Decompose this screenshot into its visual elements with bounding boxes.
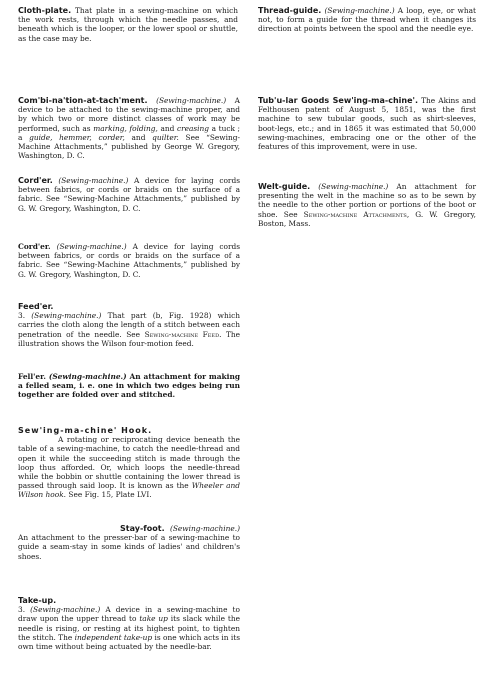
definition: The Akins and Felthousen patent of August 5, 1851, was the first machine to sew tubular goods, such as shirt-sleeves, boot-legs, etc.; and in 1865 it was estimated that 50,000 sewing-machines, embracing one or the other of the features of this improvement, were in use. [258,96,476,152]
headword: Com'bi-na'tion-at-tach'ment. [18,96,148,105]
definition: A loop, eye, or what not, to form a guide for the thread when it changes its direction at points between the spool and the needle eye. [258,6,476,34]
definition: An attachment for presenting the welt in the machine so as to be sewn by the needle to the other portion or portions of the boot or shoe. See [258,182,477,219]
headword: Tub'u-lar Goods Sew'ing-ma-chine'. [258,96,419,105]
cross-reference: Sewing-machine Attachments [303,209,407,219]
headword: Take-up. [18,596,57,605]
entry-cloth-plate [18,6,238,43]
definition-italic: Wheeler and Wilson hook. [18,481,240,500]
definition: is one which acts in its own time without being actuated by the needle-bar. [18,632,240,652]
entry-corder-1 [18,176,240,213]
definition: A rotating or reciprocating device beneath the table of a sewing-machine, to catch the needle-thread and open it while the succeeding stitch is made through the loop thus afforded. Or, which loops the needle-thread while the bobbin or shuttle containing the lower thread is passed through said loop. It is known as the [18,435,240,491]
definition: a tuck ; a [18,123,241,142]
definition-italic: creasing [176,123,210,133]
definition-italic: marking, folding, [93,123,158,133]
definition: An attachment for making a felled seam, i. e. one in which two edges being run together are folded over and stitched. [18,372,241,400]
entry-sewing-machine-hook [18,426,240,500]
entry-stay-foot [18,524,240,561]
usage-label: (Sewing-machine.) [48,372,127,381]
cross-reference: Sewing-machine Feed [144,329,220,339]
usage-label: (Sewing-machine.) [31,311,102,321]
entry-tubular-goods-sewing-machine [258,96,476,151]
headword: Stay-foot. [120,524,165,533]
usage-label: (Sewing-machine.) [30,605,101,615]
definition: and [131,132,146,142]
definition: That plate in a sewing-machine on which the work rests, through which the needle passes, and beneath which is the looper, or the lower spool or shuttle, as the case may be. [18,6,238,43]
headword: Welt-guide. [258,182,311,191]
definition: An attachment to the presser-bar of a sewing-machine to guide a seam-stay in some kinds of ladies' and children's shoes. [18,533,240,561]
definition-italic: take up [139,614,168,624]
definition: and [160,123,175,133]
definition: its slack while the needle is rising, or resting at its highest point, to tighten the stitch. The [18,614,240,642]
definition-italic: quilter. [152,132,179,142]
headword: Feed'er. [18,302,54,311]
definition: . The illustration shows the Wilson four-motion feed. [18,329,241,348]
definition: , G. W. Gregory, Boston, Mass. [258,209,476,228]
entry-combination-attachment [18,96,240,160]
definition: A device for laying cords between fabrics, or cords or braids on the surface of a fabric. See “Sewing-Machine Attachments,” published by G. W. Gregory, Washington, D. C. [18,176,240,213]
entry-corder-2 [18,242,240,279]
usage-label: (Sewing-machine.) [324,6,395,15]
definition: A device for laying cords between fabrics, or cords or braids on the surface of a fabric. See “Sewing-Machine Attachments,” published by G. W. Gregory, Washington, D. C. [18,242,241,279]
usage-label: (Sewing-machine.) [318,182,389,191]
definition: See Fig. 15, Plate LVI. [68,490,152,500]
usage-label: (Sewing-machine.) [56,242,127,251]
usage-label: (Sewing-machine.) [156,96,227,105]
headword: Fell'er. [18,372,46,381]
entry-welt-guide [258,182,476,228]
headword: Cord'er. [18,176,53,185]
sense-number: 3. [18,311,26,321]
sense-number: 3. [18,605,26,615]
definition: That part (b, Fig. 1928) which carries the cloth along the length of a stitch between each penetration of the needle. See [18,311,240,339]
definition-italic: guide, hemmer, corder, [29,132,125,142]
entry-feller [18,372,240,400]
headword: Cloth-plate. [18,6,72,15]
usage-label: (Sewing-machine.) [58,176,129,185]
usage-label: (Sewing-machine.) [169,524,240,533]
definition: A device in a sewing-machine to draw upon the upper thread to [18,605,240,624]
headword: Cord'er. [18,242,51,251]
headword: Sew'ing-ma-chine' Hook. [18,426,153,435]
entry-thread-guide [258,6,476,34]
entry-take-up [18,596,240,651]
definition: See “Sewing-Machine Attachments,” published by George W. Gregory, Washington, D. C. [18,132,240,161]
headword: Thread-guide. [258,6,322,15]
definition: A device to be attached to the sewing-machine proper, and by which two or more distinct classes of work may be performed, such as [18,96,240,133]
definition-italic: independent take-up [74,632,153,642]
entry-feeder [18,302,240,348]
